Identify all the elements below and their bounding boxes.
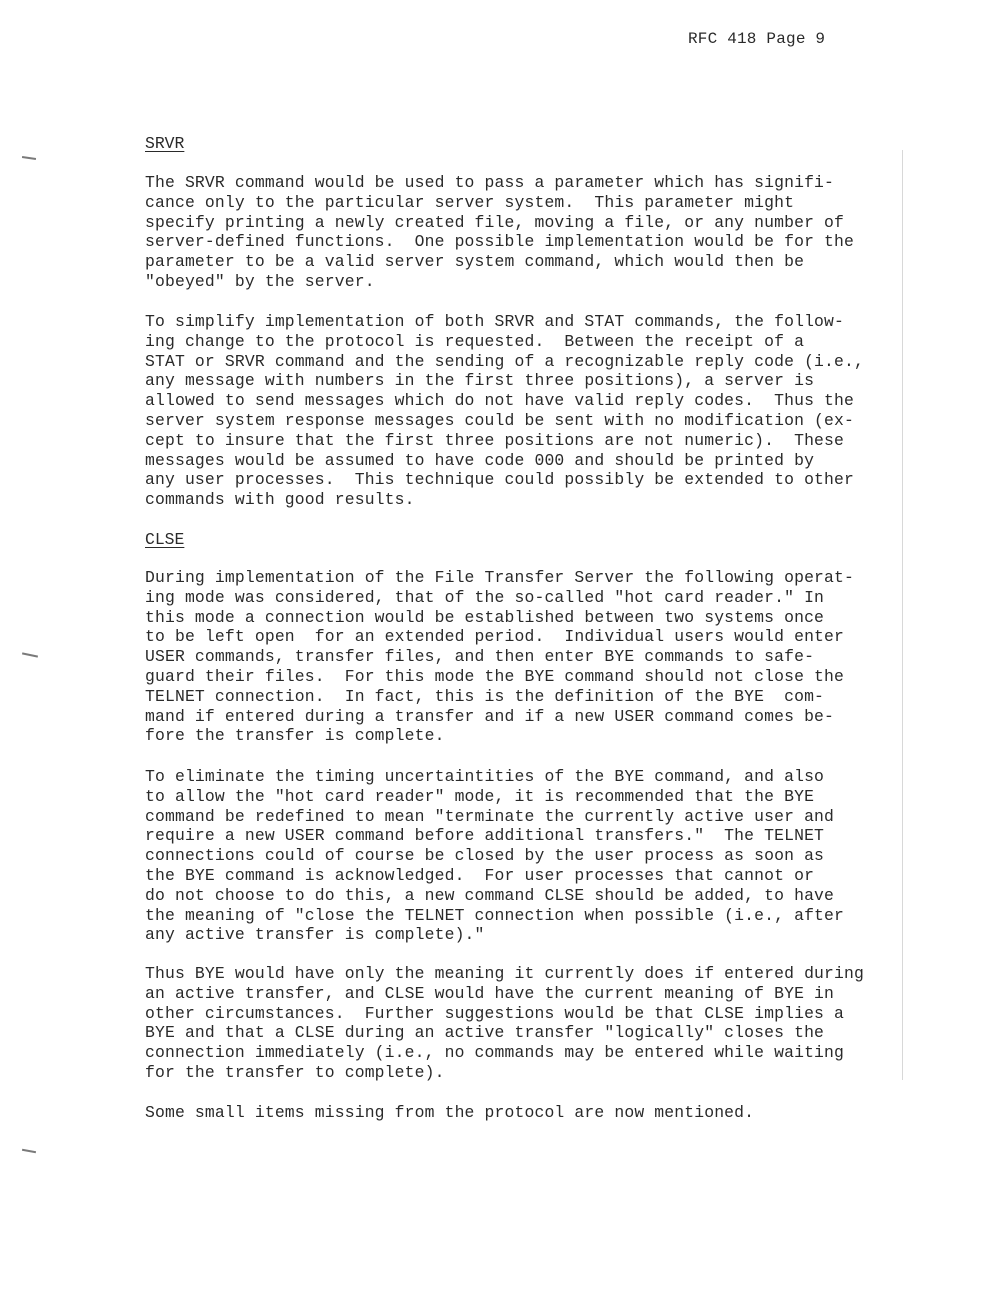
text-line: command be redefined to mean "terminate the currently active user and xyxy=(145,806,835,826)
text-line: The SRVR command would be used to pass a parameter which has signifi- xyxy=(145,173,835,192)
text-line: server-defined functions. One possible implementation would be for the xyxy=(145,232,855,252)
text-line: During implementation of the File Transfer Server the following operat- xyxy=(145,568,855,587)
scan-mark xyxy=(22,1149,36,1153)
text-line: require a new USER command before additional transfers." The TELNET xyxy=(145,826,825,846)
text-line: to allow the "hot card reader" mode, it is recommended that the BYE xyxy=(145,786,815,806)
text-line: BYE and that a CLSE during an active transfer "logically" closes the xyxy=(145,1023,825,1043)
paragraph xyxy=(145,1103,885,1123)
text-line: messages would be assumed to have code 000 and should be printed by xyxy=(145,450,815,470)
text-line: ing change to the protocol is requested. Between the receipt of a xyxy=(145,331,805,351)
text-line: the BYE command is acknowledged. For user processes that cannot or xyxy=(145,865,815,885)
text-line: TELNET connection. In fact, this is the definition of the BYE com- xyxy=(145,686,825,706)
paragraph xyxy=(145,312,885,510)
text-line: Some small items missing from the protocol are now mentioned. xyxy=(145,1103,755,1122)
text-line: specify printing a newly created file, moving a file, or any number of xyxy=(145,212,845,232)
paragraph xyxy=(145,173,885,292)
text-line: connections could of course be closed by the user process as soon as xyxy=(145,846,825,866)
text-line: any message with numbers in the first three positions), a server is xyxy=(145,371,815,391)
text-line: cance only to the particular server system. This parameter might xyxy=(145,192,795,212)
text-line: server system response messages could be sent with no modification (ex- xyxy=(145,410,855,430)
text-line: this mode a connection would be established between two systems once xyxy=(145,607,825,627)
paragraph xyxy=(145,767,885,945)
text-line: mand if entered during a transfer and if a new USER command comes be- xyxy=(145,706,835,726)
page-header: RFC 418 Page 9 xyxy=(688,30,826,48)
text-line: USER commands, transfer files, and then enter BYE commands to safe- xyxy=(145,647,815,667)
text-line: allowed to send messages which do not have valid reply codes. Thus the xyxy=(145,391,855,411)
paragraph xyxy=(145,964,885,1083)
text-line: other circumstances. Further suggestions would be that CLSE implies a xyxy=(145,1003,845,1023)
text-line: any active transfer is complete)." xyxy=(145,925,485,945)
text-line: cept to insure that the first three positions are not numeric). These xyxy=(145,430,845,450)
text-line: do not choose to do this, a new command CLSE should be added, to have xyxy=(145,885,835,905)
scan-mark xyxy=(22,156,36,160)
section-heading-srvr: SRVR xyxy=(145,134,185,153)
text-line: "obeyed" by the server. xyxy=(145,271,375,291)
text-line: ing mode was considered, that of the so-called "hot card reader." In xyxy=(145,587,825,607)
text-line: an active transfer, and CLSE would have the current meaning of BYE in xyxy=(145,983,835,1003)
text-line: connection immediately (i.e., no commands may be entered while waiting xyxy=(145,1043,845,1063)
text-line: for the transfer to complete). xyxy=(145,1062,445,1082)
scan-edge-line xyxy=(902,150,903,1080)
text-line: commands with good results. xyxy=(145,490,415,510)
text-line: parameter to be a valid server system command, which would then be xyxy=(145,252,805,272)
text-line: the meaning of "close the TELNET connection when possible (i.e., after xyxy=(145,905,845,925)
paragraph xyxy=(145,568,885,746)
text-line: STAT or SRVR command and the sending of a recognizable reply code (i.e., xyxy=(145,351,864,371)
text-line: fore the transfer is complete. xyxy=(145,726,445,746)
text-line: guard their files. For this mode the BYE command should not close the xyxy=(145,666,845,686)
text-line: To simplify implementation of both SRVR and STAT commands, the follow- xyxy=(145,312,845,331)
text-line: To eliminate the timing uncertaintities of the BYE command, and also xyxy=(145,767,825,786)
text-line: any user processes. This technique could possibly be extended to other xyxy=(145,470,855,490)
section-heading-clse: CLSE xyxy=(145,530,185,549)
scan-mark xyxy=(22,652,38,657)
text-line: Thus BYE would have only the meaning it currently does if entered during xyxy=(145,964,864,983)
text-line: to be left open for an extended period. Individual users would enter xyxy=(145,627,845,647)
